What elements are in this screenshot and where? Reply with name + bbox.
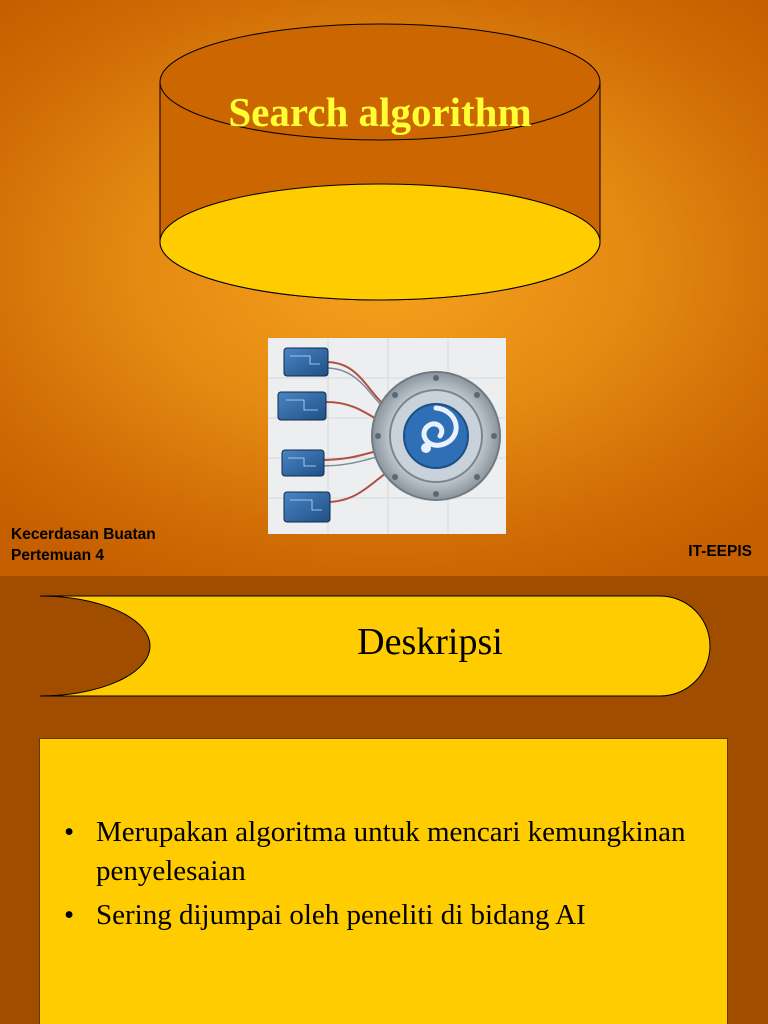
bullet-item xyxy=(64,813,704,891)
footer-meeting: Pertemuan 4 xyxy=(11,547,105,564)
footer-course-info xyxy=(11,524,156,566)
content-box xyxy=(39,738,728,1024)
bullet-text: Sering dijumpai oleh peneliti di bidang AI xyxy=(96,899,586,931)
bullet-marker: • xyxy=(64,899,75,931)
bullet-marker: • xyxy=(64,816,75,848)
slide-description xyxy=(0,576,768,1024)
footer-course-name: Kecerdasan Buatan xyxy=(11,526,156,543)
bullet-item xyxy=(64,896,704,935)
slide-title-text: Search algorithm xyxy=(228,89,532,135)
bullet-text: Merupakan algoritma untuk mencari kemungkinan penyelesaian xyxy=(96,816,686,887)
network-gear-icon xyxy=(268,338,506,534)
footer-institution: IT-EEPIS xyxy=(688,543,752,560)
bullet-list xyxy=(64,813,704,940)
slide-heading: Deskripsi xyxy=(357,621,503,663)
